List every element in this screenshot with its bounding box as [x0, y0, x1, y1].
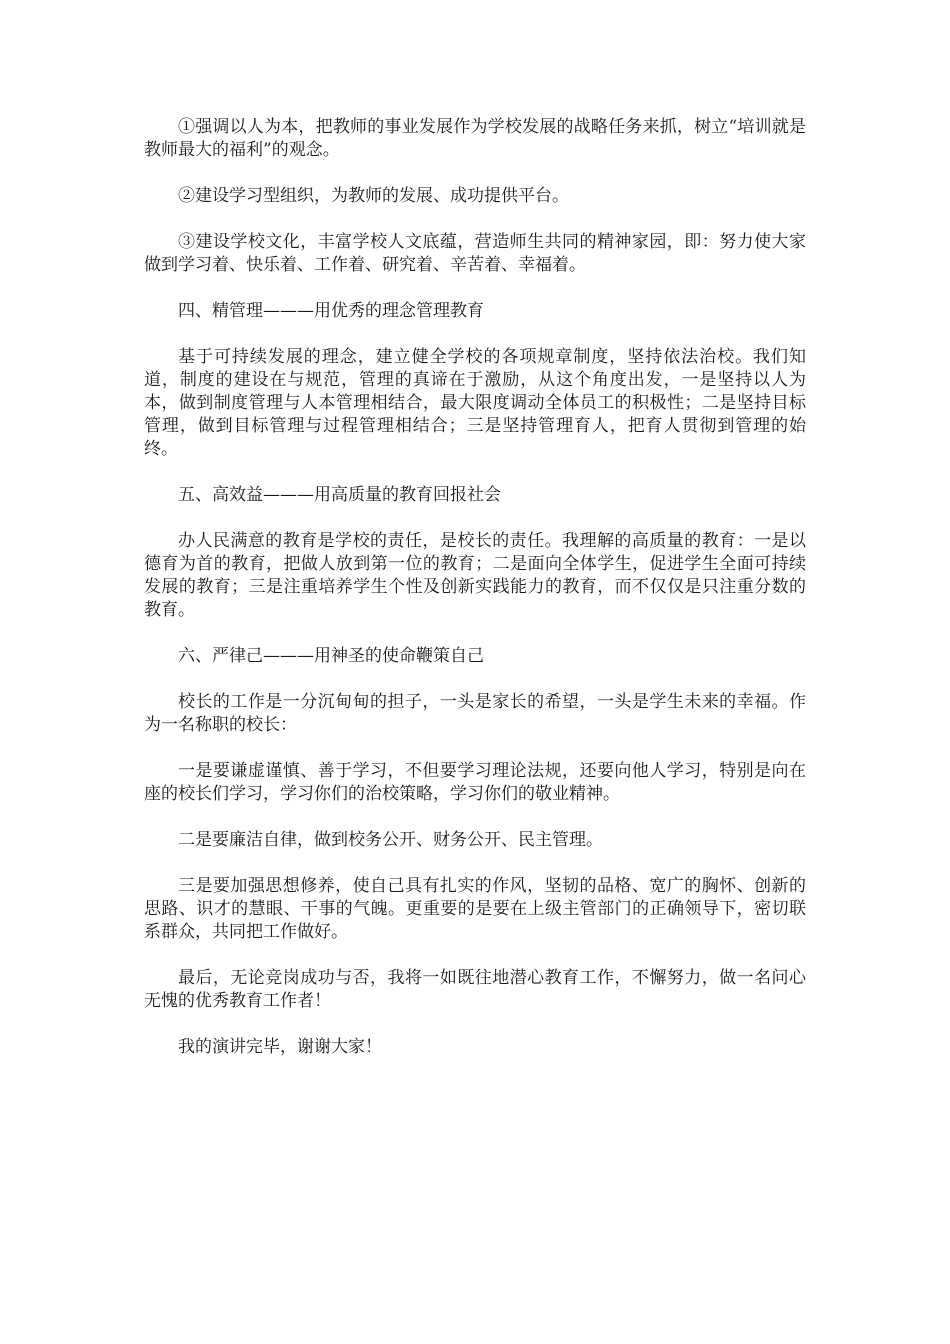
paragraph-measure-2: ②建设学习型组织，为教师的发展、成功提供平台。 [178, 186, 569, 206]
paragraph-principal-duty: 校长的工作是一分沉甸甸的担子，一头是家长的希望，一头是学生未来的幸福。作为一名称职的校长： [144, 692, 806, 735]
paragraph-measure-1: ①强调以人为本，把教师的事业发展作为学校发展的战略任务来抓，树立“培训就是教师最大的福利”的观念。 [144, 117, 806, 160]
paragraph-management: 基于可持续发展的理念，建立健全学校的各项规章制度，坚持依法治校。我们知道，制度的建设在与规范，管理的真谛在于激励，从这个角度出发，一是坚持以人为本，做到制度管理与人本管理相结合，最大限度调动全体员工的积极性；二是坚持目标管理，做到目标管理与过程管理相结合；三是坚持管理育人，把育人贯彻到管理的始终。 [144, 347, 806, 459]
paragraph-point-1: 一是要谦虚谨慎、善于学习，不但要学习理论法规，还要向他人学习，特别是向在座的校长们学习，学习你们的治校策略，学习你们的敬业精神。 [144, 761, 806, 804]
paragraph-measure-3: ③建设学校文化，丰富学校人文底蕴，营造师生共同的精神家园，即：努力使大家做到学习着、快乐着、工作着、研究着、辛苦着、幸福着。 [144, 232, 806, 275]
paragraph-conclusion: 最后，无论竞岗成功与否，我将一如既往地潜心教育工作，不懈努力，做一名问心无愧的优秀教育工作者！ [144, 968, 806, 1011]
section-heading-6: 六、严律己———用神圣的使命鞭策自己 [178, 646, 484, 666]
paragraph-point-3: 三是要加强思想修养，使自己具有扎实的作风，坚韧的品格、宽广的胸怀、创新的思路、识才的慧眼、干事的气魄。更重要的是要在上级主管部门的正确领导下，密切联系群众，共同把工作做好。 [144, 876, 806, 942]
paragraph-point-2: 二是要廉洁自律，做到校务公开、财务公开、民主管理。 [178, 830, 603, 850]
section-heading-4: 四、精管理———用优秀的理念管理教育 [178, 301, 484, 321]
document-body [144, 116, 806, 1082]
section-heading-5: 五、高效益———用高质量的教育回报社会 [178, 485, 501, 505]
paragraph-quality-education: 办人民满意的教育是学校的责任，是校长的责任。我理解的高质量的教育：一是以德育为首的教育，把做人放到第一位的教育；二是面向全体学生，促进学生全面可持续发展的教育；三是注重培养学生个性及创新实践能力的教育，而不仅仅是只注重分数的教育。 [144, 531, 806, 620]
paragraph-closing: 我的演讲完毕，谢谢大家！ [178, 1037, 382, 1057]
